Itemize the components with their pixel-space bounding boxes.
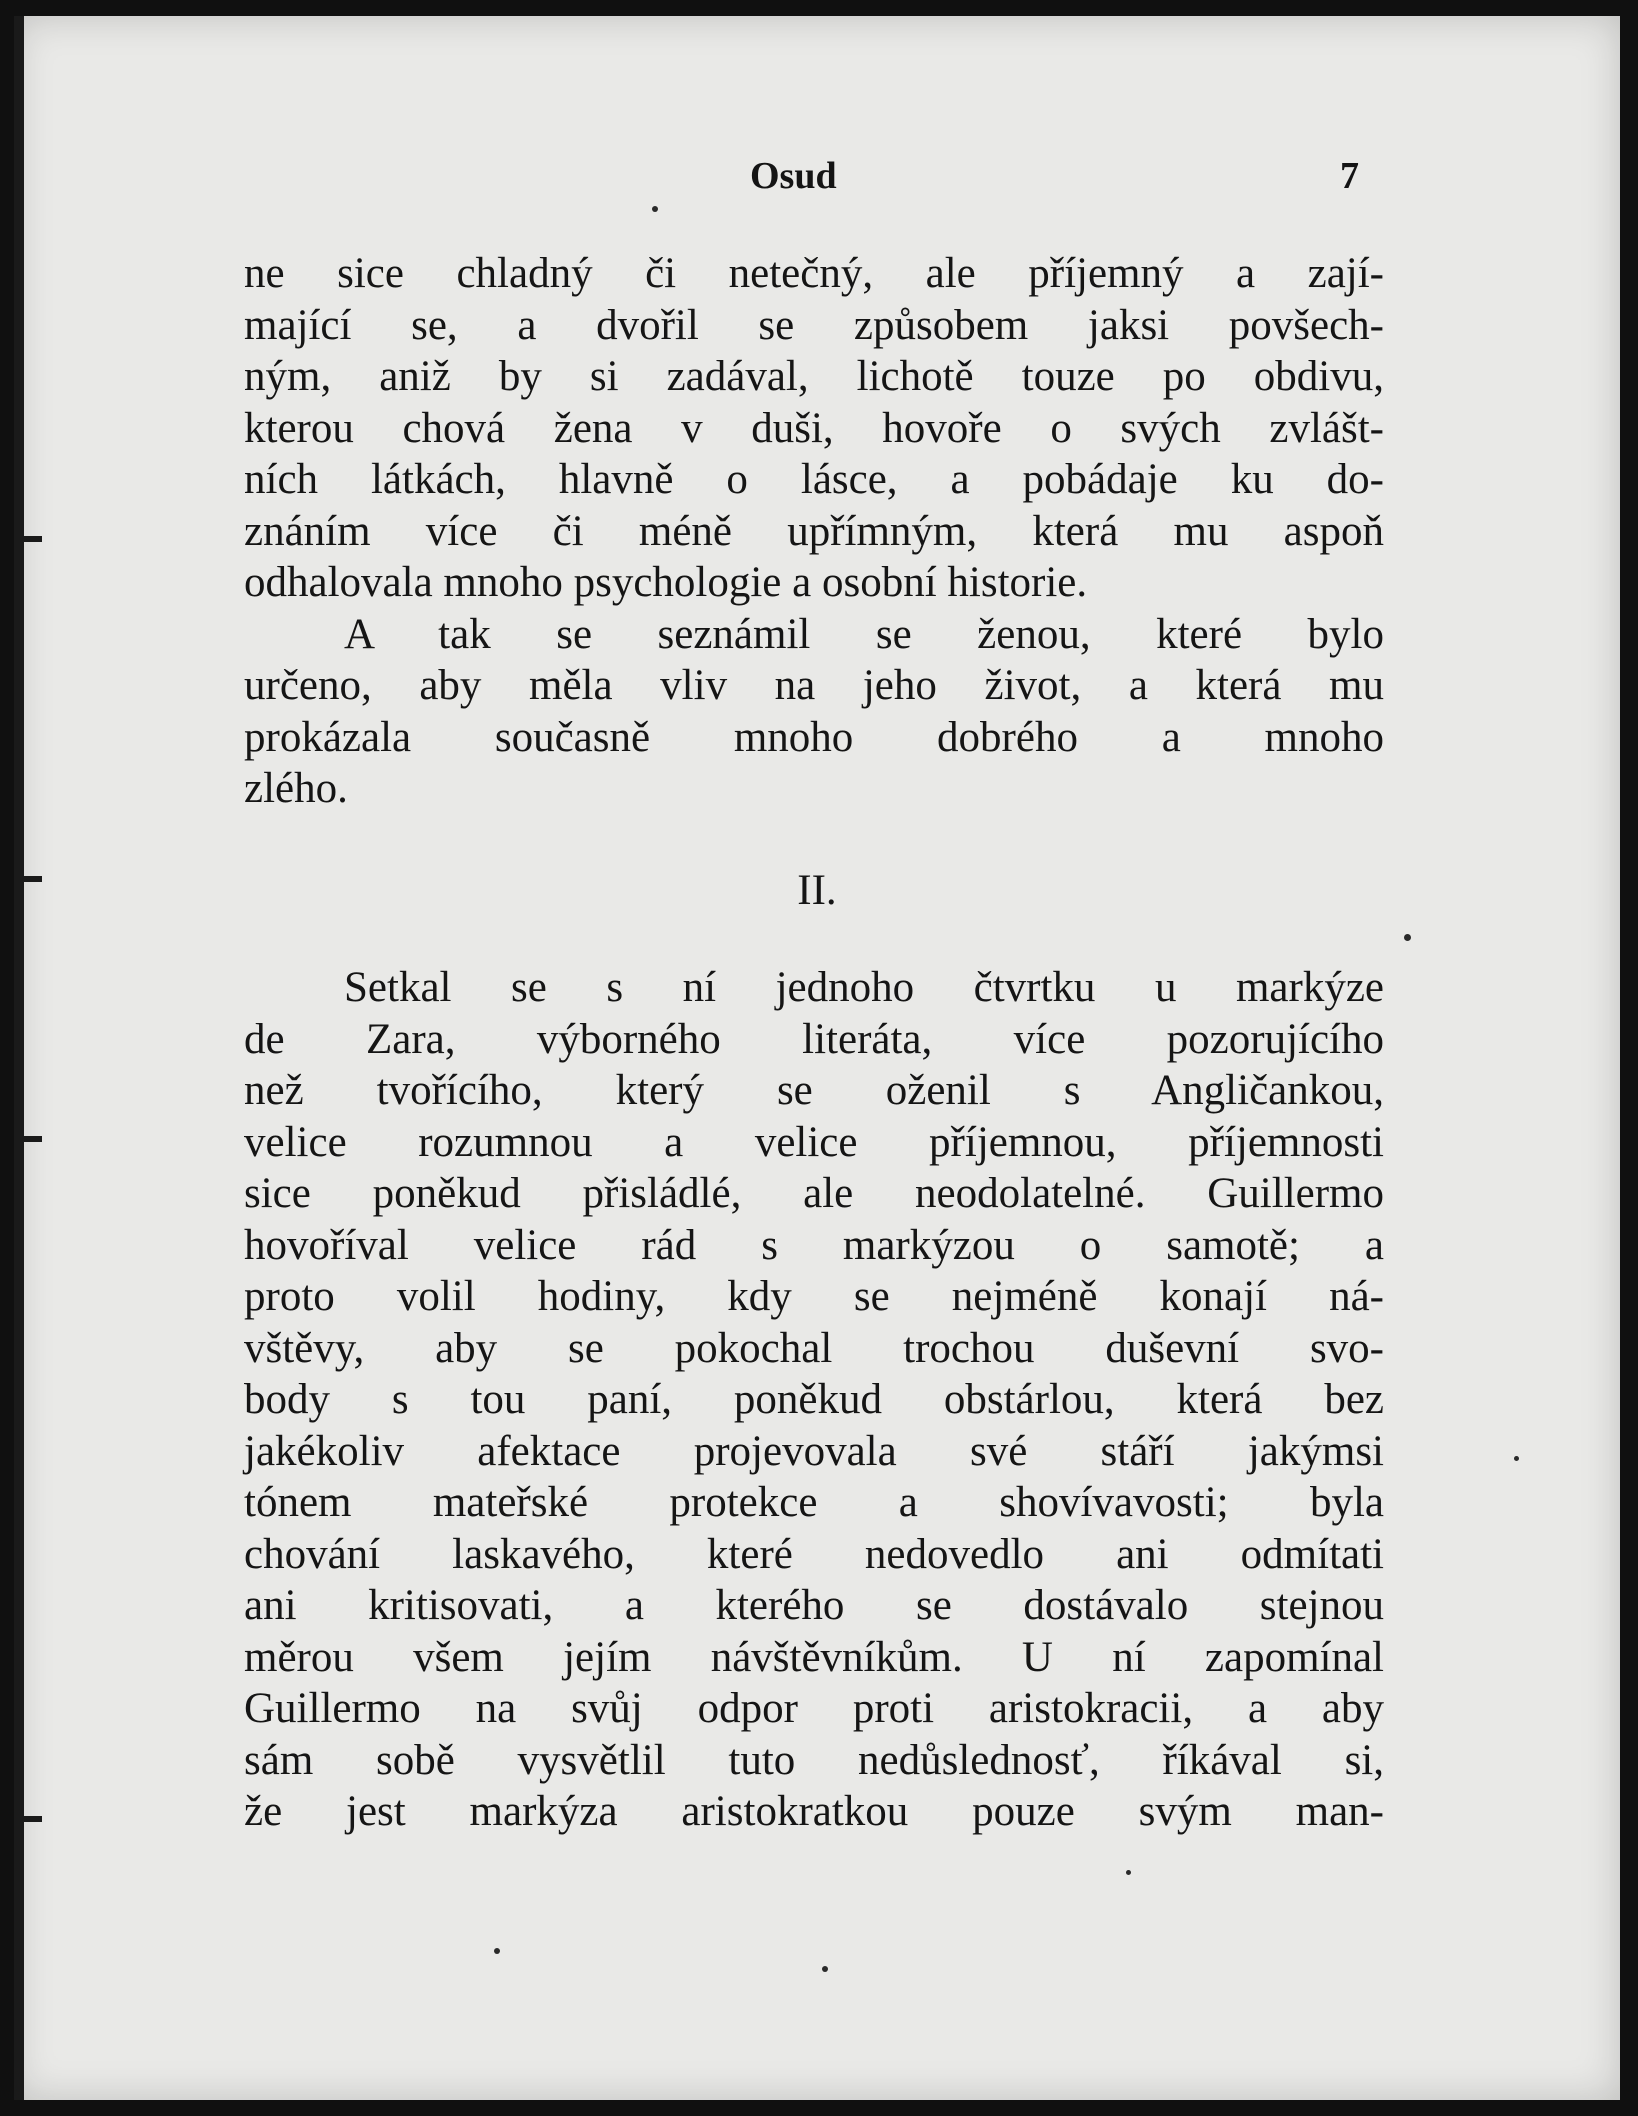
book-page: [14, 16, 1620, 2100]
text-line: tónem mateřské protekce a shovívavosti; byla: [244, 1479, 1384, 1526]
text-line: velice rozumnou a velice příjemnou, příjemnosti: [244, 1118, 1384, 1166]
print-speck: [1126, 1870, 1131, 1875]
text-line: de Zara, výborného literáta, více pozorujícího: [244, 1015, 1384, 1063]
text-line: proto volil hodiny, kdy se nejméně konají ná-: [244, 1273, 1384, 1320]
text-line: kterou chová žena v duši, hovoře o svých zvlášt-: [244, 404, 1384, 452]
text-line: ným, aniž by si zadával, lichotě touze po obdivu,: [244, 353, 1384, 400]
text-line: sice poněkud přisládlé, ale neodolatelné. Guillermo: [244, 1170, 1384, 1217]
text-line: odhalovala mnoho psychologie a osobní historie.: [244, 559, 1088, 606]
section-number: II.: [797, 867, 837, 914]
text-line: chování laskavého, které nedovedlo ani odmítati: [244, 1530, 1384, 1578]
text-line: jakékoliv afektace projevovala své stáří jakýmsi: [244, 1427, 1384, 1475]
text-line: prokázala současně mnoho dobrého a mnoho: [244, 713, 1384, 761]
text-line: měrou všem jejím návštěvníkům. U ní zapomínal: [244, 1633, 1384, 1681]
print-speck: [494, 1948, 500, 1954]
text-line: A tak se seznámil se ženou, které bylo: [344, 610, 1384, 658]
text-line: ne sice chladný či netečný, ale příjemný a zají-: [244, 250, 1384, 297]
text-block-top: [244, 248, 1384, 815]
text-block-bottom: [244, 962, 1384, 1838]
text-line: ani kritisovati, a kterého se dostávalo stejnou: [244, 1582, 1384, 1629]
binding-edge: [14, 16, 24, 2100]
text-line: mající se, a dvořil se způsobem jaksi povšech-: [244, 301, 1384, 349]
page-number: 7: [1340, 155, 1359, 197]
edge-mark: [14, 536, 42, 542]
text-line: že jest markýza aristokratkou pouze svým man-: [244, 1788, 1384, 1835]
print-speck: [1404, 934, 1411, 941]
text-line: vštěvy, aby se pokochal trochou duševní svo-: [244, 1324, 1384, 1372]
print-speck: [652, 206, 658, 212]
text-line: body s tou paní, poněkud obstárlou, která bez: [244, 1376, 1384, 1423]
text-line: než tvořícího, který se oženil s Angličankou,: [244, 1067, 1384, 1114]
text-line: určeno, aby měla vliv na jeho život, a která mu: [244, 662, 1384, 709]
text-line: Setkal se s ní jednoho čtvrtku u markýze: [344, 964, 1384, 1011]
text-line: Guillermo na svůj odpor proti aristokracii, a aby: [244, 1685, 1384, 1732]
text-line: sám sobě vysvětlil tuto nedůslednosť, říkával si,: [244, 1736, 1384, 1784]
edge-mark: [14, 1816, 42, 1822]
text-line: hovoříval velice rád s markýzou o samotě; a: [244, 1221, 1384, 1269]
running-head: [14, 154, 1620, 204]
text-line: ních látkách, hlavně o lásce, a pobádaje ku do-: [244, 456, 1384, 503]
text-line: zlého.: [244, 765, 348, 812]
print-speck: [822, 1966, 828, 1972]
running-title: Osud: [750, 155, 837, 197]
print-speck: [1514, 1456, 1519, 1461]
text-line: znáním více či méně upřímným, která mu aspoň: [244, 507, 1384, 555]
edge-mark: [14, 1136, 42, 1142]
